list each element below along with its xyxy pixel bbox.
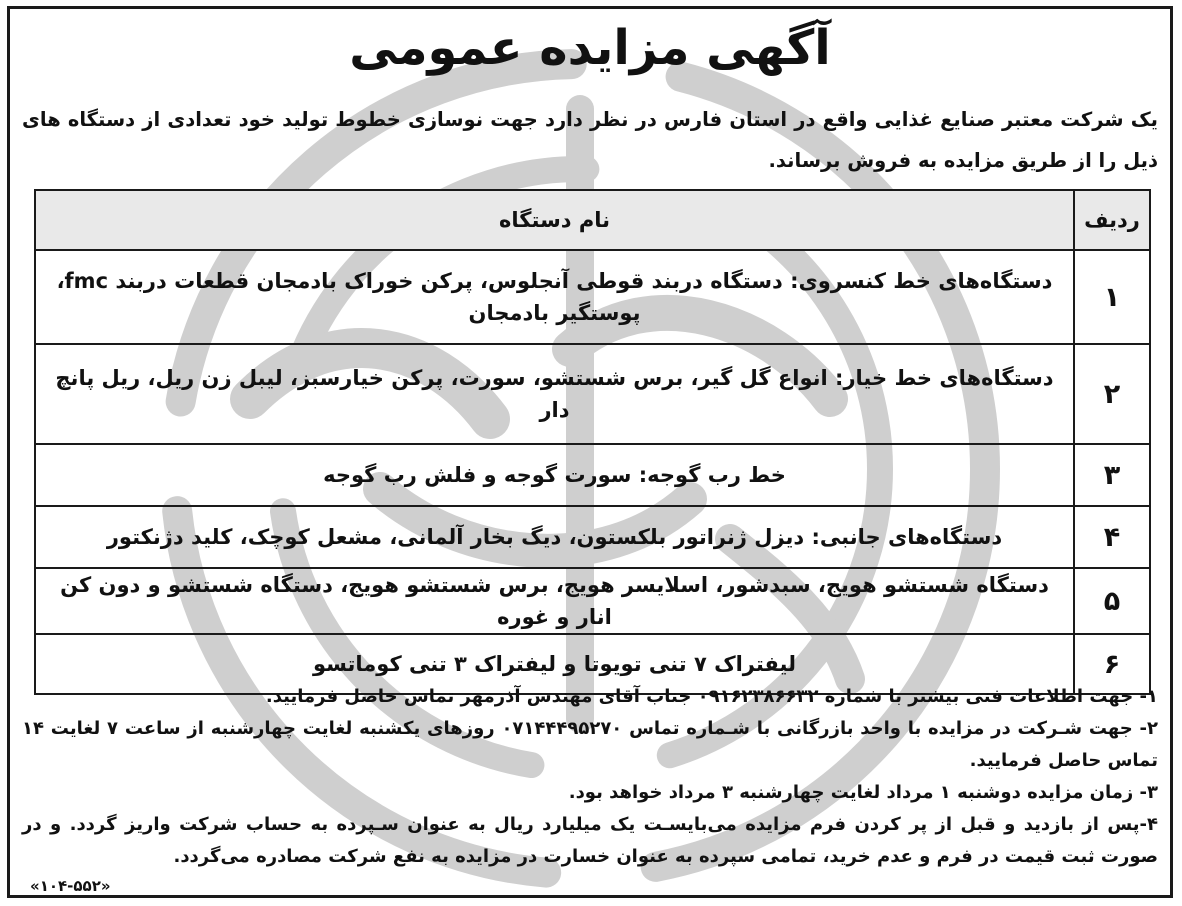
notes-list xyxy=(22,681,1158,873)
note-item: ۱- جهت اطلاعات فنی بیشتر با شماره ۰۹۱۶۲۳۸۶۶۳۲ جناب آقای مهندس آذرمهر تماس حاصل فرمایید. xyxy=(265,686,1158,707)
row-device-name: دستگاه‌های خط خیار: انواع گل گیر، برس شستشو، سورت، پرکن خیارسبز، لیبل زن ریل، ریل پانچ دار xyxy=(35,344,1074,444)
notice-intro: یک شرکت معتبر صنایع غذایی واقع در استان فارس در نظر دارد جهت نوسازی خطوط تولید خود تعدادی از دستگاه های ذیل را از طریق مزایده به فروش برساند. xyxy=(22,108,1158,172)
row-device-name: دستگاه شستشو هویج، سبدشور، اسلایسر هویج، برس شستشو هویج، دستگاه شستشو و دون کن انار و غوره xyxy=(35,568,1074,634)
note-item: ۴-پس از بازدید و قبل از پر کردن فرم مزایده می‌بایسـت یک میلیارد ریال به عنوان سـپرده به حساب شرکت واریز گردد. و در صورت ثبت قیمت در فرم و عدم خرید، تمامی سپرده به عنوان خسارت در مزایده به نفع شرکت مصادره می‌گردد. xyxy=(22,814,1158,867)
row-index: ۶ xyxy=(1074,634,1150,694)
table-row xyxy=(35,444,1150,506)
notice-title: آگهی مزایده عمومی xyxy=(349,20,831,76)
note-item: ۳- زمان مزایده دوشنبه ۱ مرداد لغایت چهارشنبه ۳ مرداد خواهد بود. xyxy=(568,782,1158,803)
row-device-name: لیفتراک ۷ تنی تویوتا و لیفتراک ۳ تنی کوماتسو xyxy=(35,634,1074,694)
row-device-name: دستگاه‌های جانبی: دیزل ژنراتور بلکستون، دیگ بخار آلمانی، مشعل کوچک، کلید دژنکتور xyxy=(35,506,1074,568)
table-row xyxy=(35,568,1150,634)
row-index: ۳ xyxy=(1074,444,1150,506)
notice-frame xyxy=(7,6,1173,898)
note-item: ۲- جهت شـرکت در مزایده با واحد بازرگانی با شـماره تماس ۰۷۱۴۴۴۹۵۲۷۰ روزهای یکشنبه لغایت چهارشنبه از ساعت ۷ لغایت ۱۴ تماس حاصل فرمایید. xyxy=(22,718,1159,771)
table-header-row xyxy=(35,190,1150,250)
table-row xyxy=(35,344,1150,444)
row-index: ۵ xyxy=(1074,568,1150,634)
row-index: ۴ xyxy=(1074,506,1150,568)
row-index: ۲ xyxy=(1074,344,1150,444)
table-row xyxy=(35,506,1150,568)
row-device-name: خط رب گوجه: سورت گوجه و فلش رب گوجه xyxy=(35,444,1074,506)
ad-code: «۱۰۴-۵۵۲» xyxy=(30,877,111,895)
devices-table xyxy=(34,189,1151,695)
table-row xyxy=(35,250,1150,344)
row-index: ۱ xyxy=(1074,250,1150,344)
name-header: نام دستگاه xyxy=(35,190,1074,250)
row-device-name: دستگاه‌های خط کنسروی: دستگاه دربند قوطی آنجلوس، پرکن خوراک بادمجان قطعات دربند fmc، پوستگیر بادمجان xyxy=(35,250,1074,344)
index-header: ردیف xyxy=(1074,190,1150,250)
